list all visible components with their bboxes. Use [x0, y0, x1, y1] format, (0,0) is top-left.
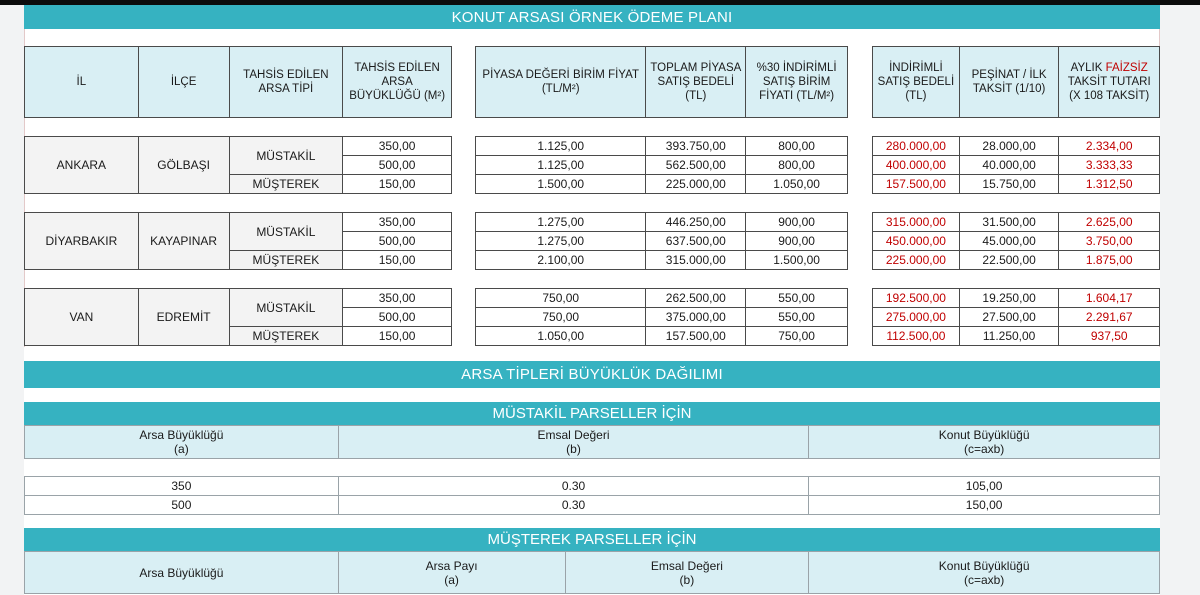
gap-cell	[25, 194, 139, 213]
header-indirimli-bedel: İNDİRİMLİ SATIŞ BEDELİ (TL)	[873, 47, 960, 118]
aylik-taksit-cell: 2.334,00	[1059, 137, 1160, 156]
gap-cell	[746, 118, 848, 137]
mustakil-table	[24, 425, 1160, 515]
indirimli-bedel-cell: 275.000,00	[873, 308, 960, 327]
header-faizsiz: FAİZSİZ	[1105, 62, 1148, 74]
pesinat-cell: 19.250,00	[959, 289, 1059, 308]
indirimli-bedel-cell: 450.000,00	[873, 232, 960, 251]
musterek-header-a	[338, 552, 565, 594]
indirimli-birim-cell: 1.500,00	[746, 251, 848, 270]
table-row	[873, 308, 1160, 327]
mustakil-header-a-label: Arsa Büyüklüğü	[139, 428, 224, 442]
pesinat-cell: 27.500,00	[959, 308, 1059, 327]
header-toplam-piyasa: TOPLAM PİYASA SATIŞ BEDELİ (TL)	[646, 47, 746, 118]
arsa-size-cell: 500,00	[343, 156, 452, 175]
arsa-tipi-cell: MÜŞTEREK	[229, 251, 343, 270]
table-row	[873, 137, 1160, 156]
indirimli-bedel-cell: 112.500,00	[873, 327, 960, 346]
mustakil-header-c-label: Konut Büyüklüğü	[938, 428, 1030, 442]
gap-cell	[873, 270, 960, 289]
arsa-tipi-cell: MÜSTAKİL	[229, 213, 343, 251]
mustakil-header-b-sub: (b)	[566, 442, 581, 456]
table-row	[476, 213, 848, 232]
gap-cell	[873, 194, 960, 213]
toplam-piyasa-cell: 375.000,00	[646, 308, 746, 327]
aylik-taksit-cell: 3.750,00	[1059, 232, 1160, 251]
pesinat-cell: 45.000,00	[959, 232, 1059, 251]
distribution-title: ARSA TİPLERİ BÜYÜKLÜK DAĞILIMI	[24, 361, 1160, 388]
table-row	[25, 213, 452, 232]
table-row	[873, 251, 1160, 270]
gap-cell	[229, 118, 343, 137]
arsa-size-cell: 150,00	[343, 251, 452, 270]
city-cell: ANKARA	[25, 137, 139, 194]
district-cell: GÖLBAŞI	[138, 137, 229, 194]
musterek-header-size	[25, 552, 339, 594]
mustakil-header-a-sub: (a)	[174, 442, 189, 456]
gap-cell	[476, 270, 646, 289]
header-aylik-pre: AYLIK	[1070, 62, 1106, 74]
arsa-size-cell: 350,00	[343, 137, 452, 156]
gap-cell	[646, 270, 746, 289]
indirimli-birim-cell: 550,00	[746, 308, 848, 327]
gap-cell	[138, 118, 229, 137]
spacer	[809, 459, 1160, 477]
background-edge-left	[0, 5, 24, 595]
arsa-size-cell: 350,00	[343, 289, 452, 308]
arsa-tipi-cell: MÜSTAKİL	[229, 289, 343, 327]
mustakil-title: MÜSTAKİL PARSELLER İÇİN	[24, 402, 1160, 425]
gap-cell	[646, 118, 746, 137]
table-row	[25, 289, 452, 308]
gap-cell	[1059, 118, 1160, 137]
gap-cell	[343, 270, 452, 289]
indirimli-bedel-cell: 400.000,00	[873, 156, 960, 175]
table-row	[25, 496, 1160, 515]
gap-cell	[959, 270, 1059, 289]
gap-cell	[138, 194, 229, 213]
district-cell: KAYAPINAR	[138, 213, 229, 270]
toplam-piyasa-cell: 157.500,00	[646, 327, 746, 346]
indirimli-birim-cell: 800,00	[746, 137, 848, 156]
gap-cell	[646, 194, 746, 213]
pesinat-cell: 28.000,00	[959, 137, 1059, 156]
spacer	[338, 459, 809, 477]
toplam-piyasa-cell: 315.000,00	[646, 251, 746, 270]
gap-cell	[343, 118, 452, 137]
indirimli-birim-cell: 1.050,00	[746, 175, 848, 194]
table-row	[873, 289, 1160, 308]
musterek-header-a-sub: (a)	[444, 572, 459, 587]
gap-cell	[25, 118, 139, 137]
arsa-tipi-cell: MÜŞTEREK	[229, 327, 343, 346]
mustakil-header-b-label: Emsal Değeri	[537, 428, 610, 442]
indirimli-bedel-cell: 315.000,00	[873, 213, 960, 232]
gap-cell	[25, 270, 139, 289]
pesinat-cell: 22.500,00	[959, 251, 1059, 270]
gap-cell	[959, 194, 1059, 213]
gap-row	[873, 270, 1160, 289]
aylik-taksit-cell: 2.625,00	[1059, 213, 1160, 232]
gap-cell	[476, 118, 646, 137]
gap-row	[476, 194, 848, 213]
table-row	[476, 137, 848, 156]
musterek-header-a-label: Arsa Payı	[425, 558, 478, 573]
musterek-header-size-label: Arsa Büyüklüğü	[139, 565, 224, 580]
aylik-taksit-cell: 1.604,17	[1059, 289, 1160, 308]
plan-table-right	[872, 46, 1160, 346]
arsa-size-cell: 500,00	[343, 232, 452, 251]
district-cell: EDREMİT	[138, 289, 229, 346]
header-indirimli-birim: %30 İNDİRİMLİ SATIŞ BİRİM FİYATI (TL/M²)	[746, 47, 848, 118]
plan-table-middle	[475, 46, 848, 346]
table-row	[873, 327, 1160, 346]
gap-cell	[1059, 270, 1160, 289]
piyasa-birim-cell: 750,00	[476, 308, 646, 327]
musterek-title: MÜŞTEREK PARSELLER İÇİN	[24, 528, 1160, 551]
toplam-piyasa-cell: 446.250,00	[646, 213, 746, 232]
gap-row	[873, 194, 1160, 213]
aylik-taksit-cell: 1.875,00	[1059, 251, 1160, 270]
plan-table-left	[24, 46, 452, 346]
table-row	[476, 175, 848, 194]
table-row	[476, 232, 848, 251]
piyasa-birim-cell: 1.050,00	[476, 327, 646, 346]
gap-cell	[959, 118, 1059, 137]
indirimli-birim-cell: 750,00	[746, 327, 848, 346]
aylik-taksit-cell: 3.333,33	[1059, 156, 1160, 175]
musterek-header-c-label: Konut Büyüklüğü	[938, 558, 1030, 573]
table-row	[873, 213, 1160, 232]
gap-cell	[873, 118, 960, 137]
gap-cell	[343, 194, 452, 213]
indirimli-birim-cell: 800,00	[746, 156, 848, 175]
mustakil-header-c-sub: (c=axb)	[963, 442, 1005, 456]
gap-cell	[476, 194, 646, 213]
gap-row	[873, 118, 1160, 137]
gap-row	[476, 270, 848, 289]
toplam-piyasa-cell: 637.500,00	[646, 232, 746, 251]
header-piyasa-birim: PİYASA DEĞERİ BİRİM FİYAT (TL/M²)	[476, 47, 646, 118]
toplam-piyasa-cell: 262.500,00	[646, 289, 746, 308]
indirimli-bedel-cell: 157.500,00	[873, 175, 960, 194]
table-row	[25, 477, 1160, 496]
pesinat-cell: 11.250,00	[959, 327, 1059, 346]
musterek-header-b	[565, 552, 809, 594]
table-row	[873, 175, 1160, 194]
pesinat-cell: 40.000,00	[959, 156, 1059, 175]
table-row	[873, 232, 1160, 251]
pesinat-cell: 31.500,00	[959, 213, 1059, 232]
piyasa-birim-cell: 750,00	[476, 289, 646, 308]
city-cell: DİYARBAKIR	[25, 213, 139, 270]
indirimli-birim-cell: 550,00	[746, 289, 848, 308]
table-row	[476, 156, 848, 175]
mustakil-cell: 150,00	[809, 496, 1160, 515]
header-arsa-tipi: TAHSİS EDİLEN ARSA TİPİ	[229, 47, 343, 118]
mustakil-header-c	[809, 426, 1160, 459]
gap-cell	[746, 270, 848, 289]
arsa-size-cell: 150,00	[343, 175, 452, 194]
piyasa-birim-cell: 1.125,00	[476, 137, 646, 156]
musterek-header-c	[809, 552, 1160, 594]
musterek-table	[24, 551, 1160, 594]
table-row	[476, 251, 848, 270]
indirimli-bedel-cell: 280.000,00	[873, 137, 960, 156]
indirimli-bedel-cell: 225.000,00	[873, 251, 960, 270]
toplam-piyasa-cell: 393.750,00	[646, 137, 746, 156]
indirimli-birim-cell: 900,00	[746, 213, 848, 232]
piyasa-birim-cell: 1.275,00	[476, 213, 646, 232]
pesinat-cell: 15.750,00	[959, 175, 1059, 194]
arsa-size-cell: 150,00	[343, 327, 452, 346]
header-ilce: İLÇE	[138, 47, 229, 118]
spacer	[25, 459, 339, 477]
piyasa-birim-cell: 1.275,00	[476, 232, 646, 251]
musterek-header-b-label: Emsal Değeri	[650, 558, 723, 573]
mustakil-header-b	[338, 426, 809, 459]
city-cell: VAN	[25, 289, 139, 346]
gap-row	[25, 118, 452, 137]
mustakil-cell: 500	[25, 496, 339, 515]
mustakil-cell: 0.30	[338, 496, 809, 515]
aylik-taksit-cell: 2.291,67	[1059, 308, 1160, 327]
aylik-taksit-cell: 937,50	[1059, 327, 1160, 346]
table-row	[476, 289, 848, 308]
table-row	[476, 308, 848, 327]
arsa-size-cell: 500,00	[343, 308, 452, 327]
piyasa-birim-cell: 1.500,00	[476, 175, 646, 194]
table-row	[873, 156, 1160, 175]
arsa-size-cell: 350,00	[343, 213, 452, 232]
mustakil-cell: 350	[25, 477, 339, 496]
gap-row	[476, 118, 848, 137]
indirimli-birim-cell: 900,00	[746, 232, 848, 251]
piyasa-birim-cell: 2.100,00	[476, 251, 646, 270]
gap-row	[25, 270, 452, 289]
arsa-tipi-cell: MÜSTAKİL	[229, 137, 343, 175]
header-aylik-post: TAKSİT TUTARI (X 108 TAKSİT)	[1067, 76, 1151, 102]
gap-row	[25, 194, 452, 213]
arsa-tipi-cell: MÜŞTEREK	[229, 175, 343, 194]
toplam-piyasa-cell: 562.500,00	[646, 156, 746, 175]
aylik-taksit-cell: 1.312,50	[1059, 175, 1160, 194]
mustakil-cell: 0.30	[338, 477, 809, 496]
header-aylik-taksit	[1059, 47, 1160, 118]
header-pesinat: PEŞİNAT / İLK TAKSİT (1/10)	[959, 47, 1059, 118]
gap-cell	[746, 194, 848, 213]
piyasa-birim-cell: 1.125,00	[476, 156, 646, 175]
mustakil-header-a	[25, 426, 339, 459]
gap-cell	[229, 270, 343, 289]
toplam-piyasa-cell: 225.000,00	[646, 175, 746, 194]
background-edge-right	[1160, 5, 1200, 595]
header-il: İL	[25, 47, 139, 118]
gap-cell	[229, 194, 343, 213]
indirimli-bedel-cell: 192.500,00	[873, 289, 960, 308]
table-row	[25, 137, 452, 156]
musterek-header-c-sub: (c=axb)	[963, 572, 1005, 587]
gap-cell	[138, 270, 229, 289]
gap-cell	[1059, 194, 1160, 213]
page-title: KONUT ARSASI ÖRNEK ÖDEME PLANI	[24, 5, 1160, 29]
header-arsa-buyuklugu: TAHSİS EDİLEN ARSA BÜYÜKLÜĞÜ (M²)	[343, 47, 452, 118]
table-row	[476, 327, 848, 346]
mustakil-cell: 105,00	[809, 477, 1160, 496]
musterek-header-b-sub: (b)	[679, 572, 695, 587]
